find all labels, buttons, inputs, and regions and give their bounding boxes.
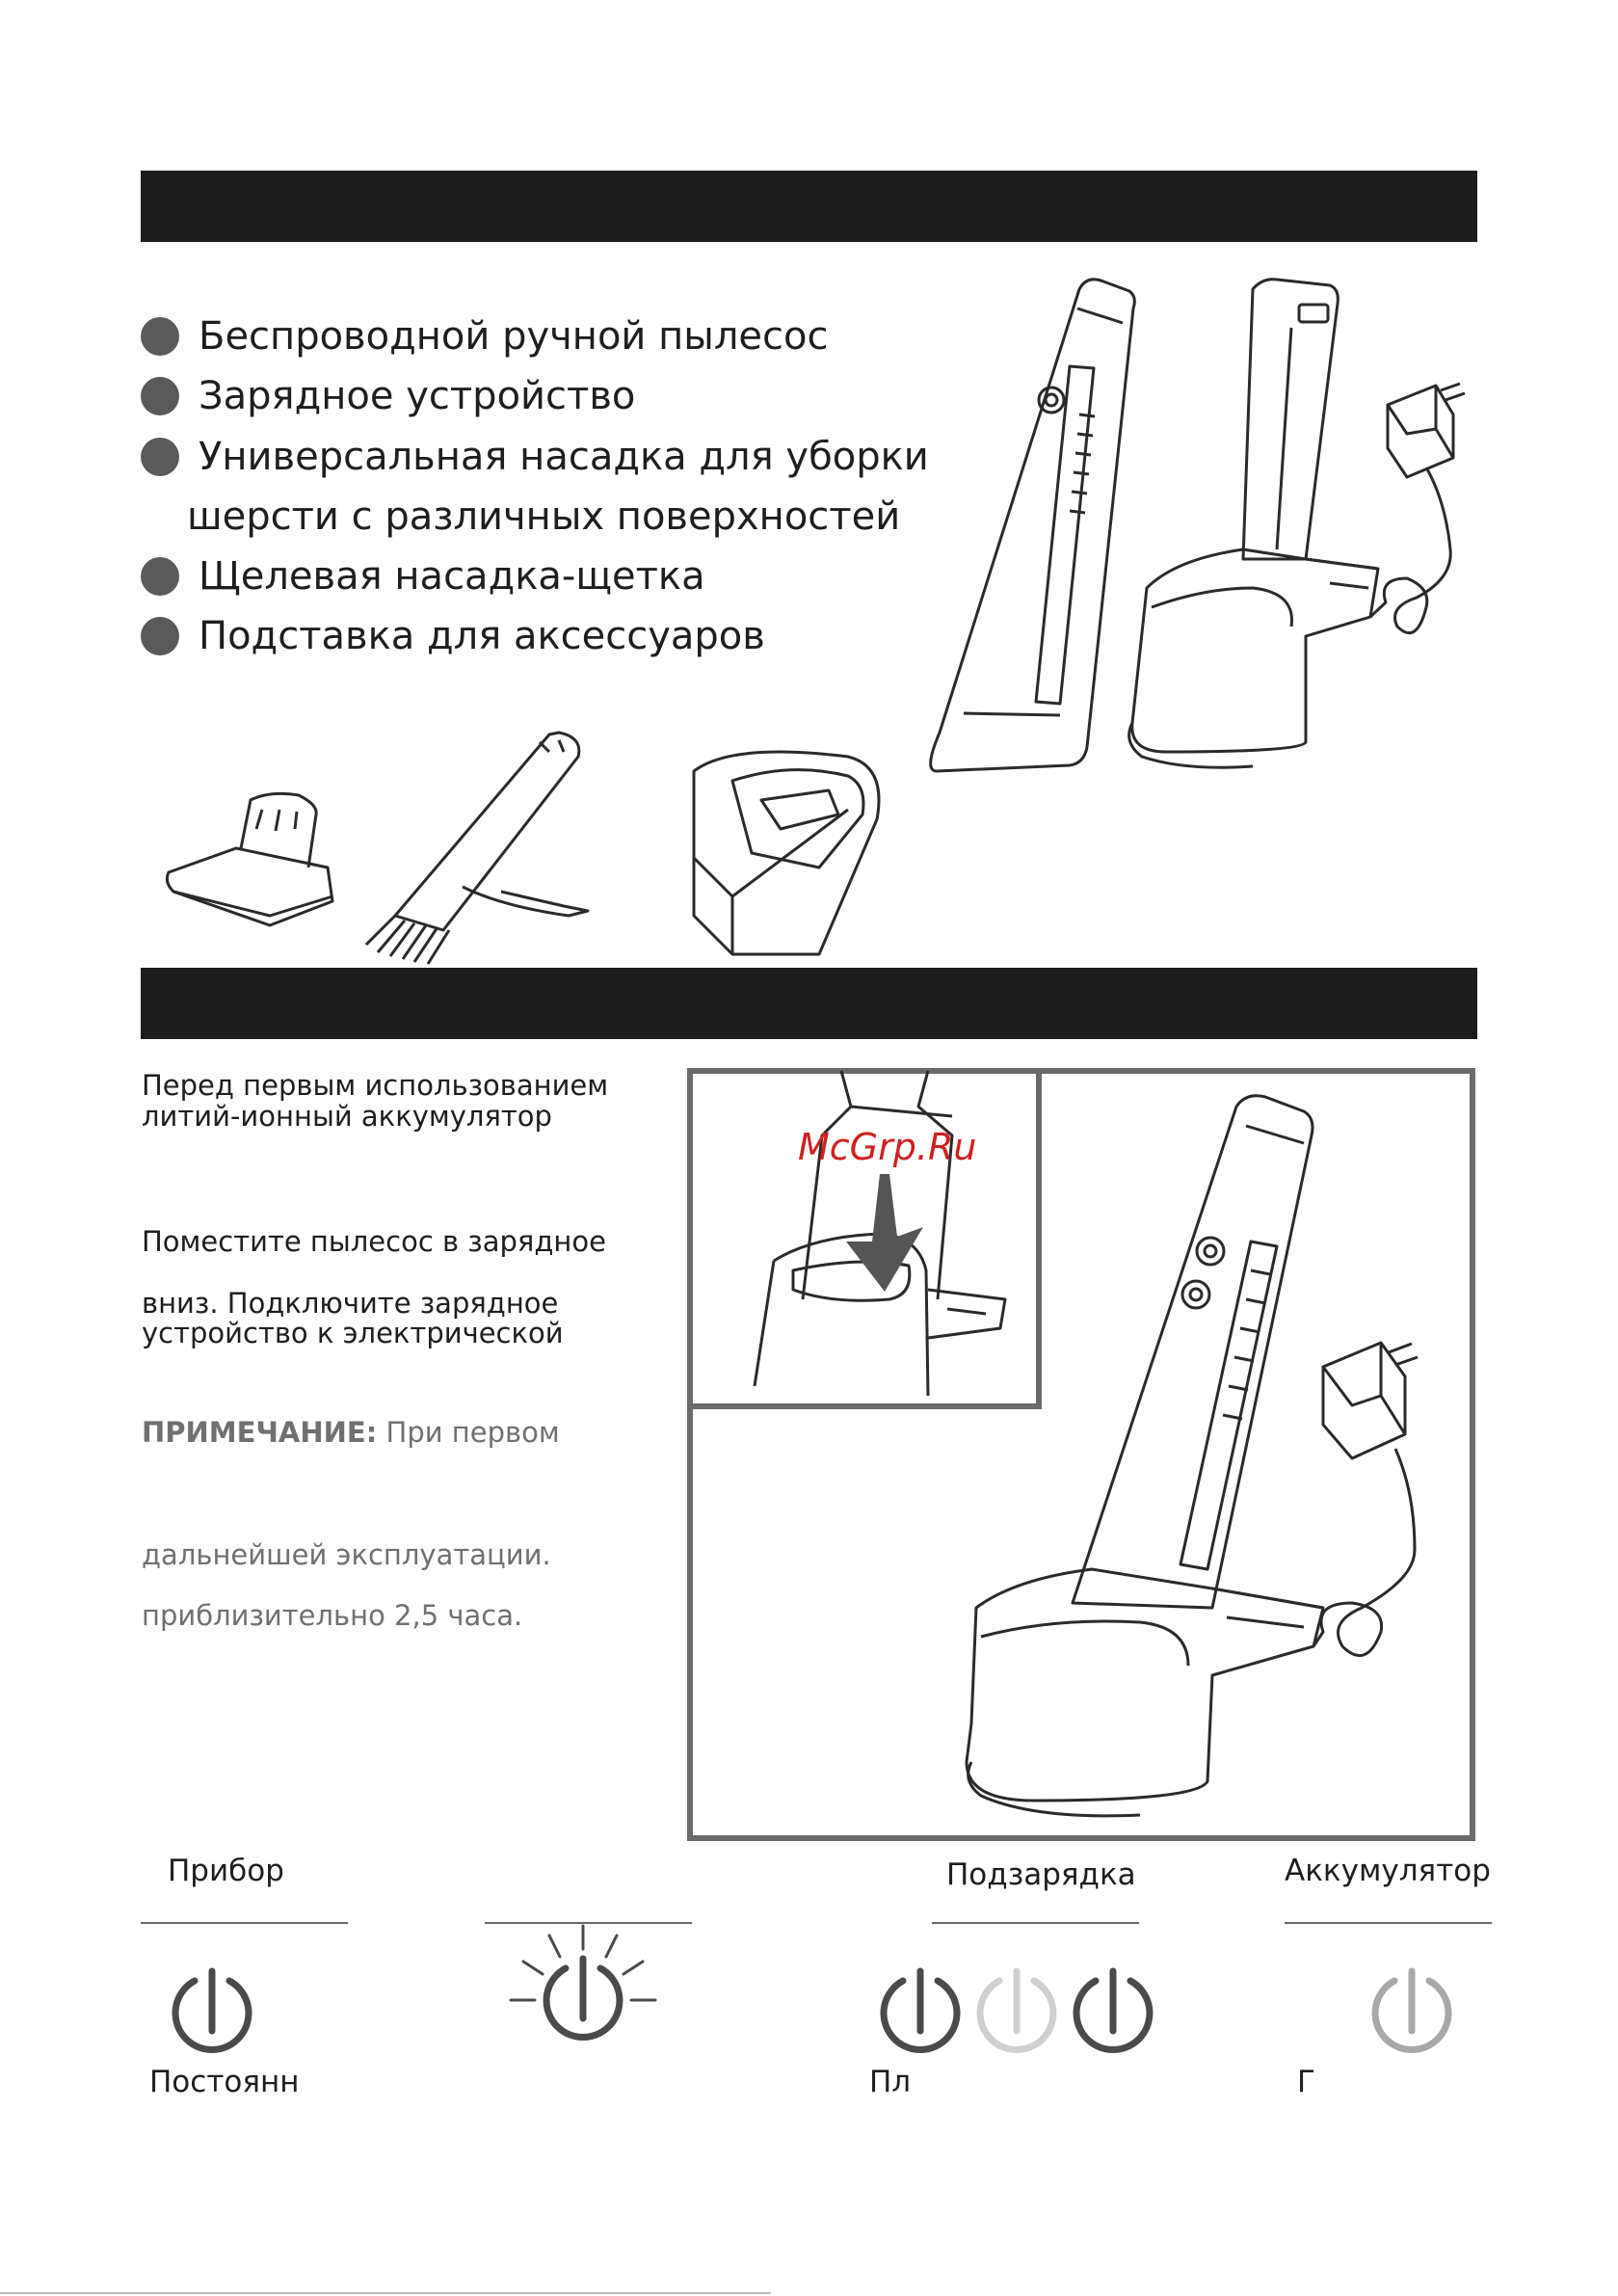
power-dim-icon: [1364, 1962, 1460, 2058]
bullet-icon: [141, 438, 179, 476]
power-pulse-2-icon: [968, 1962, 1065, 2058]
column-divider: [141, 1922, 348, 1924]
note-text: При первом: [377, 1416, 560, 1449]
bullet-icon: [141, 377, 179, 415]
note-label: ПРИМЕЧАНИЕ:: [142, 1416, 378, 1449]
contents-header-bar: [141, 171, 1477, 242]
accessories-illustration: [154, 723, 925, 974]
vacuum-and-base-illustration: [925, 270, 1484, 781]
power-pulse-1-icon: [872, 1962, 968, 2058]
charging-step-line: Поместите пылесос в зарядное: [142, 1225, 606, 1258]
charging-illustration: [687, 1068, 1475, 1841]
indicator-caption-battery: Г: [1297, 2065, 1315, 2099]
list-item: Щелевая насадка-щетка: [141, 554, 705, 599]
power-solid-icon: [164, 1962, 260, 2058]
list-item: Беспроводной ручной пылесос: [141, 314, 829, 359]
watermark-text: McGrp.Ru: [798, 1126, 977, 1168]
power-pulse-3-icon: [1065, 1962, 1161, 2058]
list-item: Универсальная насадка для уборки: [141, 435, 929, 479]
charging-intro-line: Перед первым использованием: [142, 1069, 609, 1102]
list-item-continuation: шерсти с различных поверхностей: [187, 494, 901, 539]
list-item: Подставка для аксессуаров: [141, 614, 765, 658]
footer-rule: [0, 2292, 771, 2294]
power-flashing-icon: [496, 1918, 670, 2063]
charging-header-bar: [141, 968, 1477, 1039]
bullet-icon: [141, 617, 179, 655]
charging-note: [142, 1417, 560, 1448]
charging-note-line: приблизительно 2,5 часа.: [142, 1599, 523, 1632]
charging-intro-line: литий-ионный аккумулятор: [142, 1100, 552, 1133]
indicator-header-device: Прибор: [168, 1854, 284, 1888]
bullet-icon: [141, 557, 179, 596]
charging-step-line: устройство к электрической: [142, 1317, 564, 1349]
indicator-caption-device: Постоянн: [149, 2065, 300, 2099]
charging-note-line: дальнейшей эксплуатации.: [142, 1538, 551, 1571]
indicator-header-battery: Аккумулятор: [1285, 1854, 1491, 1888]
list-item: Зарядное устройство: [141, 374, 635, 418]
bullet-icon: [141, 317, 179, 356]
indicator-caption-charging: Пл: [869, 2065, 912, 2099]
indicator-header-charging: Подзарядка: [946, 1857, 1136, 1892]
column-divider: [1285, 1922, 1492, 1924]
column-divider: [932, 1922, 1139, 1924]
charging-step-line: вниз. Подключите зарядное: [142, 1287, 559, 1320]
